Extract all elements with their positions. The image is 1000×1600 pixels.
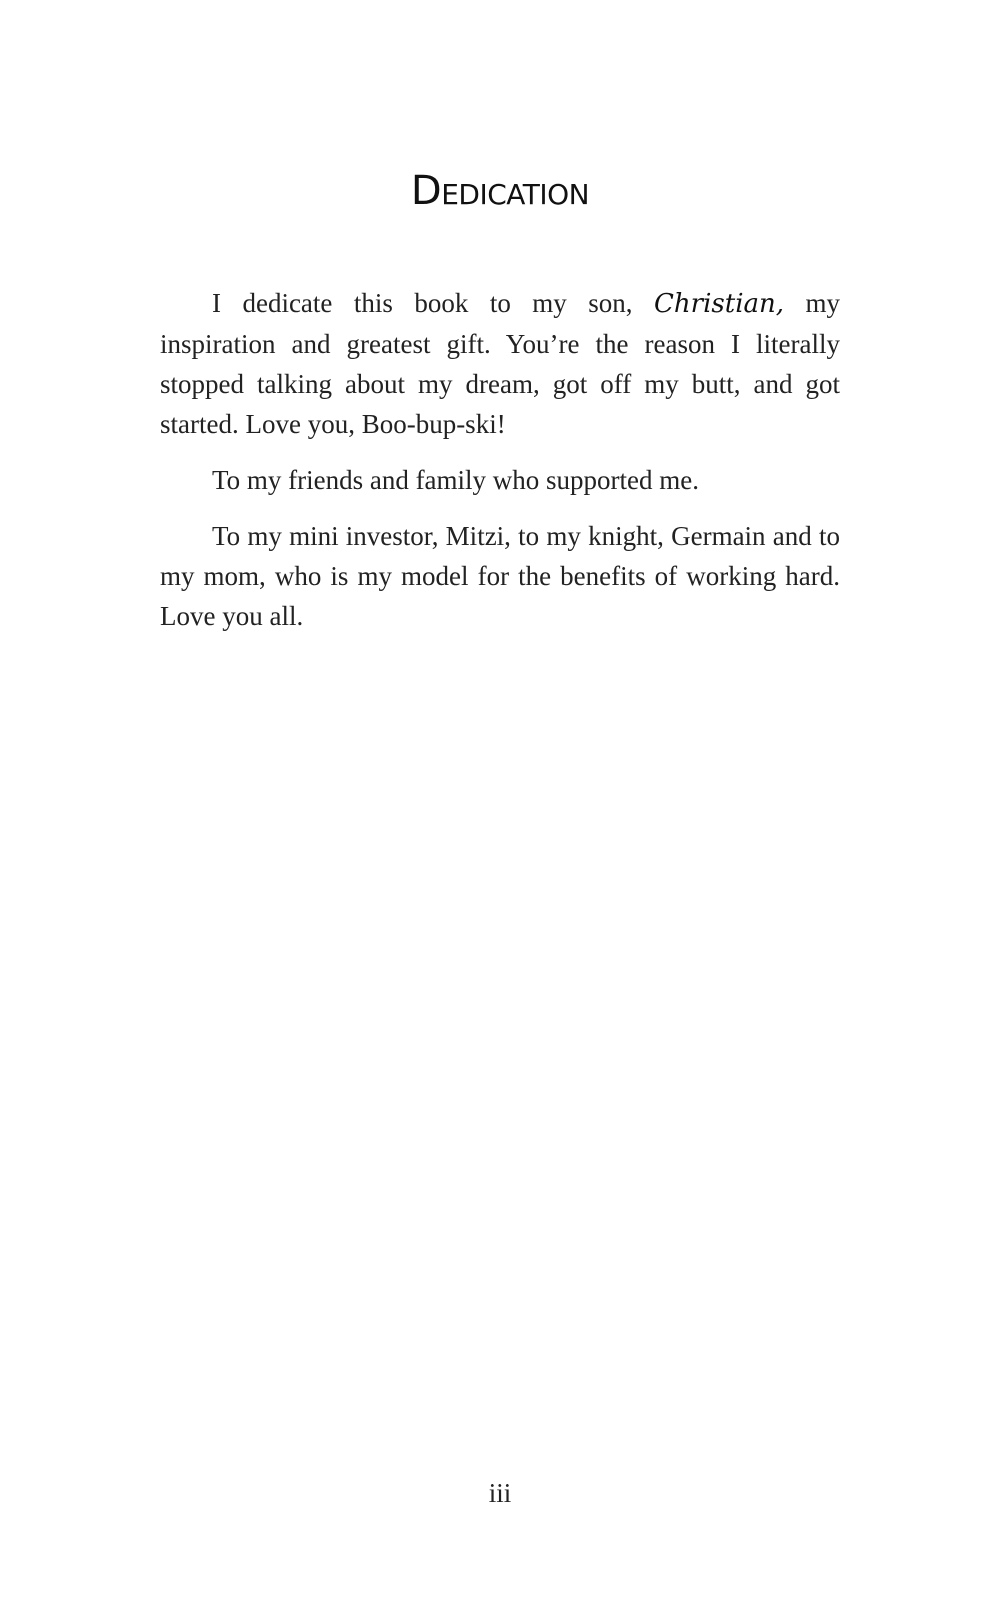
paragraph-1-text-end: my inspiration and greatest gift. You’re the reason I literally stopped talking about my dream, got off my butt, and got started. Love you, Boo-bup-ski! [160,288,840,439]
page-number: iii [488,1478,512,1508]
dedication-paragraph-2: To my friends and family who supported me. [212,465,700,495]
son-name: Christian, [654,289,785,319]
dedication-paragraph-3: To my mini investor, Mitzi, to my knight, Germain and to my mom, who is my model for the benefits of working hard. Love you all. [160,521,840,631]
paragraph-1-text-start: I dedicate this book to my son, [212,288,655,318]
page-title: Dedication [410,168,590,214]
dedication-body [160,283,840,652]
dedication-paragraph-1 [160,283,840,444]
